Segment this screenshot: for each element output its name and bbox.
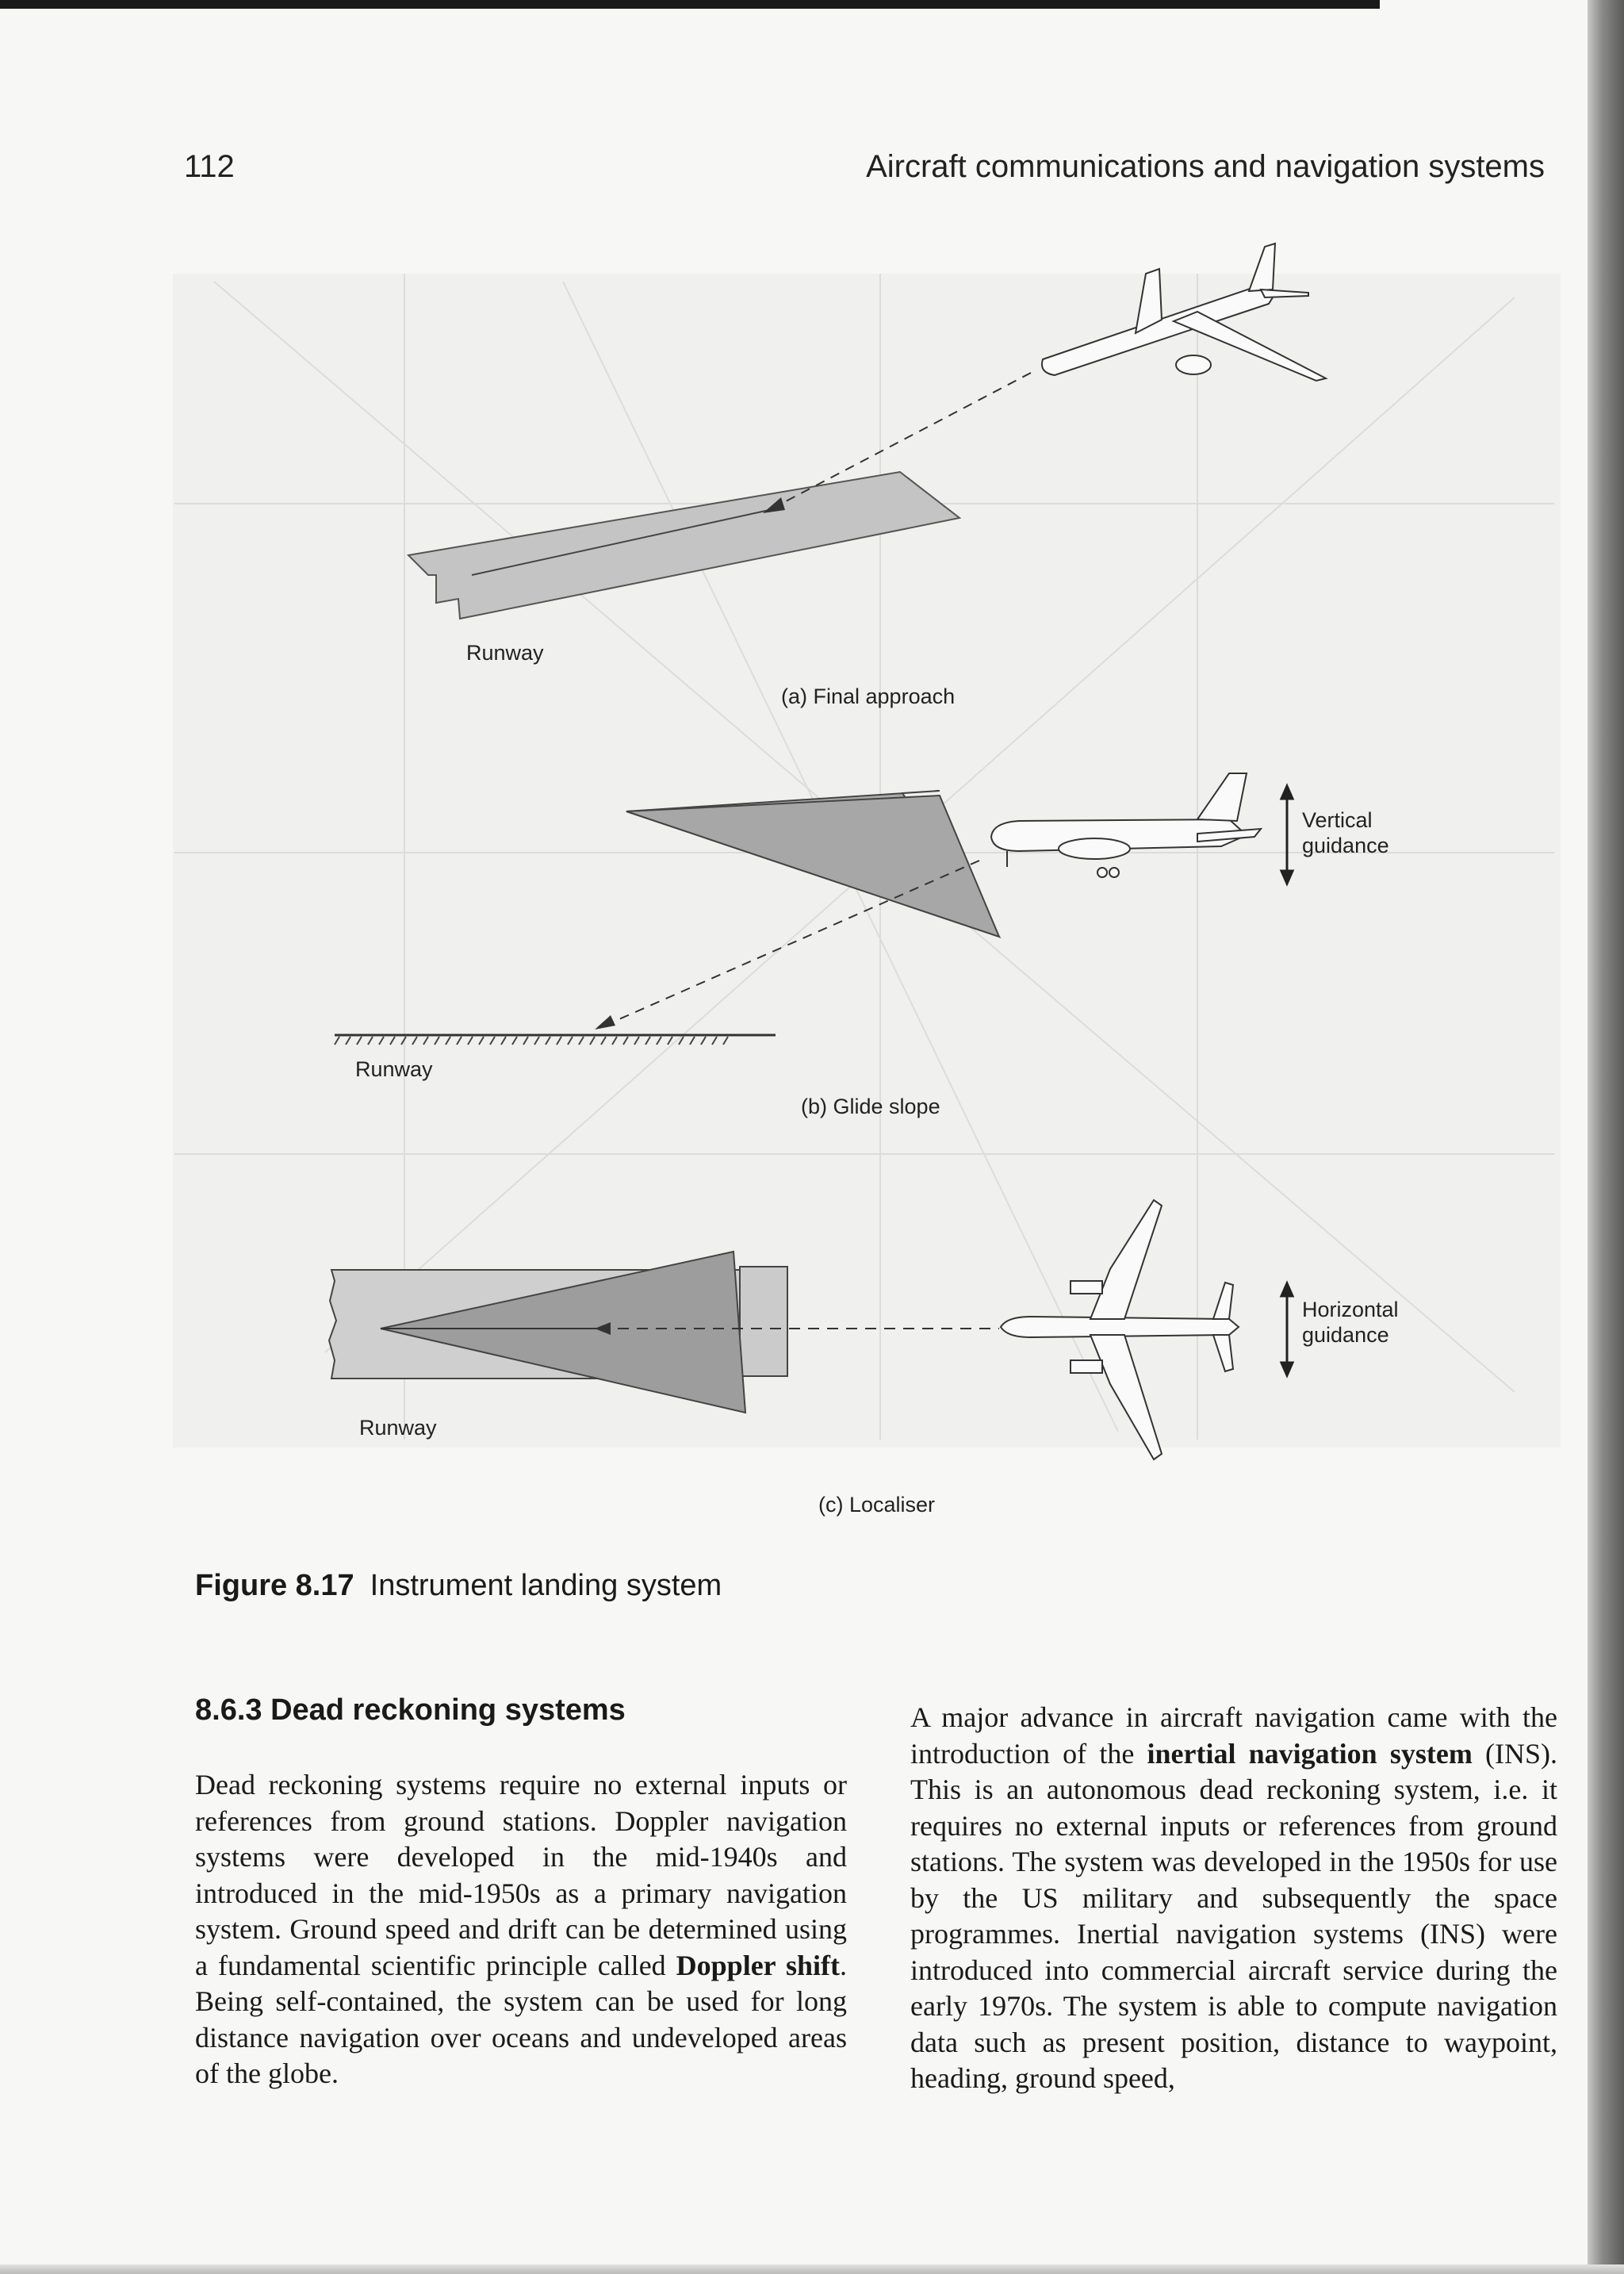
airplane-a <box>1042 244 1326 381</box>
right-column <box>910 1700 1557 2097</box>
vertical-guidance-label <box>1302 807 1389 858</box>
top-rule <box>0 0 1380 9</box>
vertical-guidance-arrow-icon <box>1281 786 1293 884</box>
panel-c-localiser <box>329 1200 1293 1459</box>
runway-label-c: Runway <box>359 1416 437 1440</box>
term-inertial-navigation-system: inertial navigation system <box>1147 1737 1473 1770</box>
left-paragraph <box>195 1767 847 2092</box>
figure-caption <box>195 1569 722 1603</box>
horizontal-guidance-line2: guidance <box>1302 1323 1389 1347</box>
horizontal-guidance-line1: Horizontal <box>1302 1298 1399 1321</box>
panel-caption-c: (c) Localiser <box>818 1493 936 1517</box>
horizontal-guidance-label <box>1302 1297 1399 1348</box>
panel-b-glide-slope <box>335 773 1293 1045</box>
runway-label-a: Runway <box>466 641 544 665</box>
left-text-2: . Being self-contained, the system can be used for long distance navigation over oceans and undeveloped areas of the globe. <box>195 1949 847 2089</box>
panel-caption-a: (a) Final approach <box>781 685 956 708</box>
right-paragraph <box>910 1700 1557 2097</box>
figure-instrument-landing-system <box>167 202 1562 1630</box>
panel-a-final-approach <box>408 244 1326 619</box>
right-text-2: (INS). This is an autonomous dead reckoning system, i.e. it requires no external inputs or references from ground stations. The system was developed in the 1950s for use by the US military and subsequently the space programmes. Inertial navigation systems (INS) were introduced into commercial aircraft service during the early 1970s. The system is able to compute navigation data such as present position, distance to waypoint, heading, ground speed, <box>910 1737 1557 2094</box>
runway-a <box>408 472 959 619</box>
vertical-guidance-line2: guidance <box>1302 834 1389 857</box>
vertical-guidance-line1: Vertical <box>1302 808 1373 832</box>
localiser-back-panel <box>740 1267 787 1376</box>
left-column <box>195 1767 847 2092</box>
figure-number: Figure 8.17 <box>195 1569 354 1602</box>
right-text-1: A major advance in aircraft navigation came with the introduction of the <box>910 1701 1557 1770</box>
ground-hatching-b <box>335 1037 728 1045</box>
running-title: Aircraft communications and navigation systems <box>866 149 1545 184</box>
runway-label-b: Runway <box>355 1057 433 1081</box>
glide-arrowhead-b <box>595 1015 615 1030</box>
left-text-1: Dead reckoning systems require no external inputs or references from ground stations. Doppler navigation systems were developed in the mid-1940s and introduced in the mid-1950s as a primary navigation system. Ground speed and drift can be determined using a fundamental scientific principle called <box>195 1769 847 1981</box>
airplane-b <box>991 773 1261 877</box>
panel-caption-b: (b) Glide slope <box>801 1095 940 1118</box>
page-number: 112 <box>184 149 235 184</box>
term-doppler-shift: Doppler shift <box>676 1949 840 1981</box>
airplane-c <box>1001 1200 1239 1459</box>
page-edge-shadow <box>1588 0 1624 2274</box>
horizontal-guidance-arrow-icon <box>1281 1283 1293 1375</box>
section-heading: 8.6.3 Dead reckoning systems <box>195 1693 626 1727</box>
bottom-rule <box>0 2264 1624 2274</box>
figure-title: Instrument landing system <box>370 1569 722 1602</box>
